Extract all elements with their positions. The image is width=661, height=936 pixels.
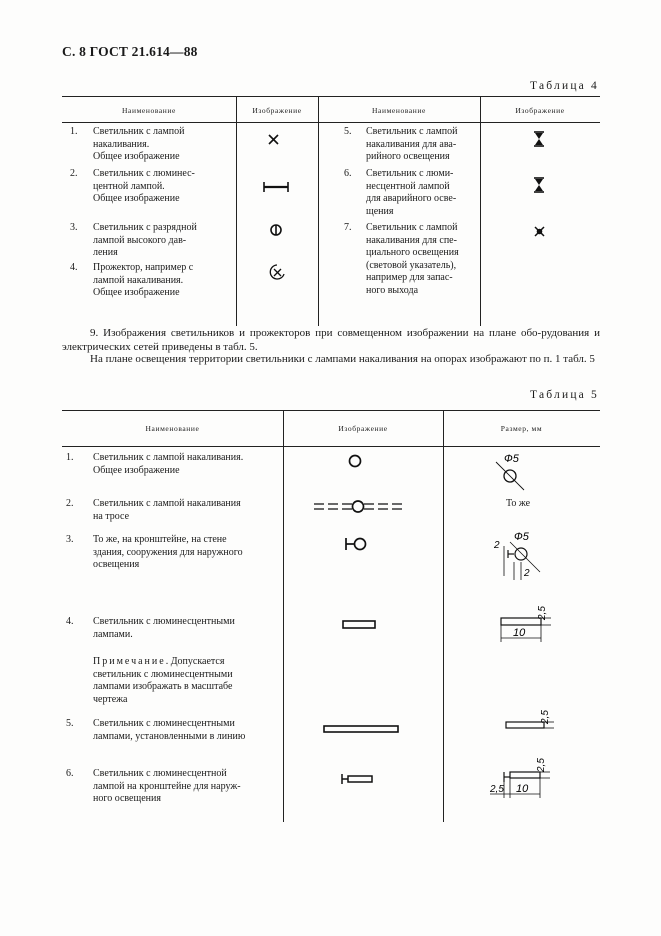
table4-col-header: Наименование <box>122 106 176 115</box>
paragraph-9: 9. Изображения светильников и прожекторов при совмещенном изображении на плане обо-рудования и электрических сетей приведены в табл. 5. <box>62 327 600 353</box>
dim-label: Ф5 <box>514 531 529 543</box>
table4-row-text: Прожектор, например с лампой накаливания. Общее изображение <box>93 262 194 298</box>
table5-col-divider <box>283 410 284 822</box>
table5-col-header: Изображение <box>338 424 388 433</box>
table4-row-text: Светильник с люми- несцентной лампой для аварийного осве- щения <box>366 168 457 217</box>
size-dimension-drawing <box>492 526 552 582</box>
table4-top-rule <box>62 96 600 97</box>
table4-col-header: Наименование <box>372 106 426 115</box>
fluorescent-bar-icon <box>262 180 292 194</box>
size-dimension-drawing <box>495 598 557 646</box>
size-same-text: То же <box>506 498 531 509</box>
table5-row-number: 3. <box>66 534 74 545</box>
floodlight-icon <box>268 262 288 282</box>
table5-row-text: Светильник с лампой накаливания на тросе <box>93 498 241 522</box>
table5-row-number: 1. <box>66 452 74 463</box>
discharge-lamp-icon <box>268 222 284 238</box>
table4-row-text: Светильник с лампой накаливания. Общее изображение <box>93 126 185 162</box>
table4-col-header: Изображение <box>252 106 302 115</box>
size-dimension-drawing <box>490 450 550 490</box>
dim-label: 2,5 <box>536 758 547 772</box>
table5-header-rule <box>62 446 600 447</box>
table5-caption: Таблица 5 <box>530 389 599 401</box>
dim-label: 10 <box>516 783 529 795</box>
table5-row-text: То же, на кронштейне, на стене здания, сооружения для наружного освещения <box>93 534 243 570</box>
fluorescent-line-icon <box>322 724 402 736</box>
table4-row-number: 7. <box>344 222 352 233</box>
table4-row-number: 4. <box>70 262 78 273</box>
size-dimension-drawing <box>488 750 558 800</box>
bracket-lamp-icon <box>344 535 370 553</box>
table4-row-text: Светильник с люминес- центной лампой. Общее изображение <box>93 168 195 204</box>
note-text: . Допускается светильник с люминесцентными лампами изображать в масштабе чертежа <box>93 656 233 705</box>
table4-row-number: 1. <box>70 126 78 137</box>
table5-row-text: Светильник с люминесцентными лампами, установленными в линию <box>93 718 246 742</box>
dim-label: 2 <box>524 568 530 579</box>
table5-note <box>93 656 233 706</box>
table5-row-text: Светильник с лампой накаливания. Общее изображение <box>93 452 244 476</box>
table4-row-number: 5. <box>344 126 352 137</box>
table4-row-number: 2. <box>70 168 78 179</box>
dim-label: 2,5 <box>537 606 548 620</box>
table5-row-number: 2. <box>66 498 74 509</box>
paragraph-territory: На плане освещения территории светильники с лампами накаливания на опорах изображают по п. 1 табл. 5 <box>90 353 595 365</box>
table4-row-number: 6. <box>344 168 352 179</box>
table4-col-divider <box>236 96 237 326</box>
size-dimension-drawing <box>502 702 558 738</box>
table5-row-text: Светильник с люминесцентными лампами. <box>93 616 235 640</box>
dim-label: 2,5 <box>490 784 504 795</box>
table4-col-header: Изображение <box>515 106 565 115</box>
table4-row-text: Светильник с лампой накаливания для ава- рийного освещения <box>366 126 458 162</box>
table4-row-text: Светильник с разрядной лампой высокого дав- ления <box>93 222 197 258</box>
page-header: С. 8 ГОСТ 21.614—88 <box>62 44 198 59</box>
table4-col-divider <box>480 96 481 326</box>
dim-label: Ф5 <box>504 453 519 465</box>
fluorescent-rect-icon <box>341 619 377 631</box>
dim-label: 2 <box>494 540 500 551</box>
emergency-hourglass-icon <box>532 130 546 148</box>
dim-label: 2,5 <box>540 710 551 724</box>
table4-row-text: Светильник с лампой накаливания для спе- циального освещения (световой указатель), например для запас- ного выхода <box>366 222 459 296</box>
lamp-cross-icon <box>266 132 282 148</box>
table4-caption: Таблица 4 <box>530 80 599 92</box>
fluorescent-bracket-icon <box>340 772 376 786</box>
emergency-fluorescent-icon <box>532 176 546 194</box>
table5-col-divider <box>443 410 444 822</box>
table5-col-header: Размер, мм <box>500 424 543 433</box>
table5-top-rule <box>62 410 600 411</box>
table4-row-number: 3. <box>70 222 78 233</box>
special-lighting-icon <box>532 224 548 240</box>
table5-row-number: 6. <box>66 768 74 779</box>
table5-row-number: 4. <box>66 616 74 627</box>
circle-lamp-icon <box>347 453 363 469</box>
table4-col-divider <box>318 96 319 326</box>
cable-lamp-icon <box>312 499 404 515</box>
table5-row-number: 5. <box>66 718 74 729</box>
note-label: Примечание <box>93 656 166 667</box>
table5-col-header: Наименование <box>145 424 200 433</box>
table4-header-rule <box>62 122 600 123</box>
table5-row-text: Светильник с люминесцентной лампой на кронштейне для наруж- ного освещения <box>93 768 241 804</box>
dim-label: 10 <box>513 627 526 639</box>
